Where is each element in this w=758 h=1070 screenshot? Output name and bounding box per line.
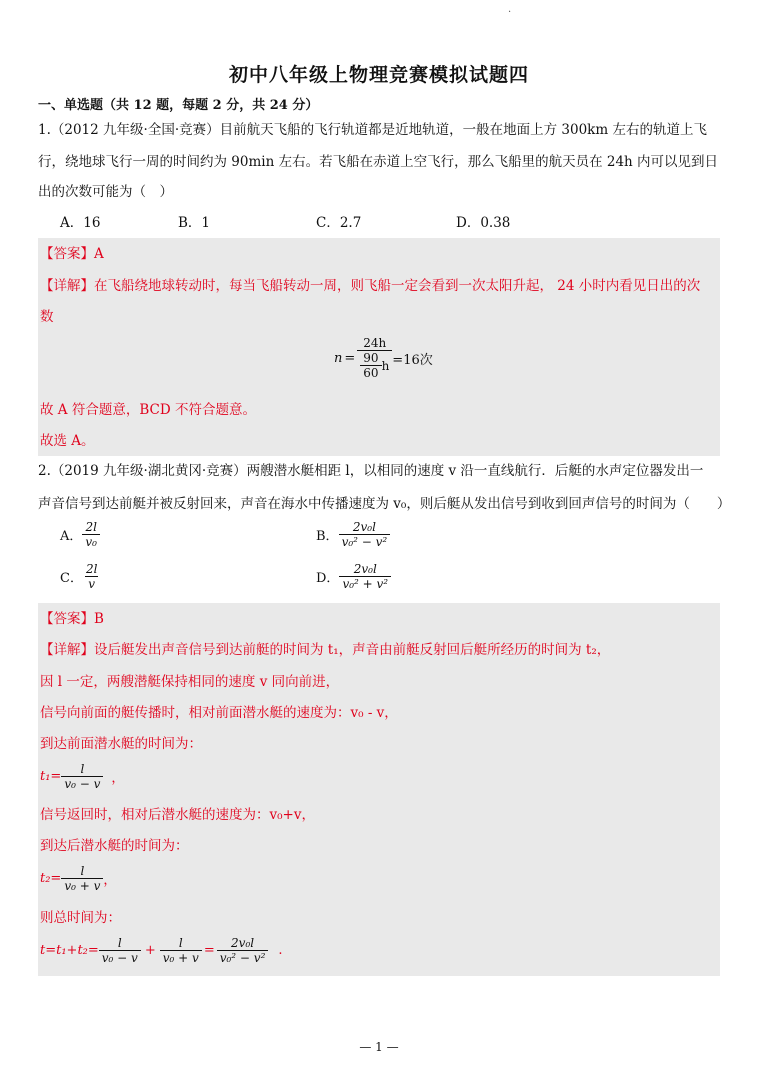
q2-option-a-den: v₀ (82, 534, 100, 549)
q1-formula-n: n (334, 350, 343, 366)
q1-formula-unit: h (381, 358, 390, 373)
q1-answer: 【答案】A (40, 246, 104, 262)
q2-option-b-fraction (339, 520, 391, 549)
q2-t-fraction2 (160, 936, 202, 965)
q1-formula (334, 336, 433, 380)
q2-t2-lhs: t₂= (40, 871, 62, 886)
q2-detail-line7: 则总时间为： (40, 910, 121, 926)
q2-option-c (60, 562, 100, 591)
q2-option-c-den: v (85, 576, 98, 591)
q1-formula-inner-fraction (360, 351, 381, 380)
q2-t2-den: v₀ + v (61, 878, 103, 893)
q2-detail-line1 (40, 641, 610, 659)
q2-t2-formula (40, 864, 116, 893)
q2-detail-line4: 到达前面潜水艇的时间为： (40, 736, 202, 752)
q1-formula-eq: = (344, 350, 356, 366)
q2-option-c-label: C． (60, 571, 83, 586)
q2-detail-line3: 信号向前面的艇传播时，相对前面潜水艇的速度为：v₀ - v， (40, 705, 398, 721)
q2-option-d-den: v₀² + v² (339, 576, 391, 591)
q2-option-a-fraction (82, 520, 100, 549)
q2-option-b-label: B． (316, 529, 339, 544)
q2-t2-tail: ， (103, 873, 117, 888)
q2-detail-line6: 到达后潜水艇的时间为： (40, 838, 189, 854)
q2-t2-fraction (61, 864, 103, 893)
q2-t-plus: + (144, 943, 156, 958)
q2-t-fraction3 (217, 936, 269, 965)
section-heading: 一、单选题（共 12 题，每题 2 分，共 24 分） (38, 98, 319, 113)
q1-stem-line3: 出的次数可能为（ ） (38, 184, 173, 200)
q2-option-a-num: 2l (85, 520, 97, 534)
q1-conclusion1: 故 A 符合题意，BCD 不符合题意。 (40, 402, 256, 418)
q1-formula-num: 24h (363, 336, 387, 350)
q1-formula-den (357, 350, 392, 380)
q2-t-f1-den: v₀ − v (99, 950, 141, 965)
q2-option-d-fraction (339, 562, 391, 591)
page-title: 初中八年级上物理竞赛模拟试题四 (228, 64, 529, 86)
q2-t-f1-num: l (117, 936, 122, 950)
q2-option-a-label: A． (60, 529, 83, 544)
q1-detail-line1 (40, 277, 700, 295)
q2-t-f2-den: v₀ + v (160, 950, 202, 965)
q2-stem-line2: 声音信号到达前艇并被反射回来，声音在海水中传播速度为 v₀，则后艇从发出信号到收到回声信号的时间为（ ） (38, 496, 731, 512)
q1-detail-text1: 在飞船绕地球转动时，每当飞船转动一周，则飞船一定会看到一次太阳升起， 24 小时内看见日出的次 (94, 278, 701, 294)
q2-t-tail: . (278, 943, 283, 958)
q2-t-eq: = (203, 943, 215, 958)
q2-option-b (316, 520, 390, 549)
q2-option-d-num: 2v₀l (353, 562, 377, 576)
page-number: — 1 — (359, 1040, 399, 1054)
q2-t-f3-den: v₀² − v² (217, 950, 269, 965)
q2-option-a (60, 520, 100, 549)
q2-t1-fraction (61, 762, 103, 791)
q1-detail-line2: 数 (40, 309, 54, 325)
q2-option-b-num: 2v₀l (352, 520, 376, 534)
header-dot: . (508, 4, 512, 15)
q2-stem-line1: 2.（2019 九年级·湖北黄冈·竞赛）两艘潜水艇相距 l，以相同的速度 v 沿一直线航行．后艇的水声定位器发出一 (38, 463, 704, 479)
q2-t-f2-num: l (178, 936, 183, 950)
q2-t1-formula (40, 762, 124, 791)
q2-answer: 【答案】B (40, 611, 104, 627)
q1-formula-inner-den: 60 (360, 365, 381, 380)
q1-option-a: A．16 (60, 215, 101, 231)
q2-t1-tail: ， (111, 771, 125, 786)
q1-stem-line1: 1.（2012 九年级·全国·竞赛）目前航天飞船的飞行轨道都是近地轨道，一般在地面上方 300km 左右的轨道上飞 (38, 122, 707, 138)
q2-t-f3-num: 2v₀l (231, 936, 255, 950)
q1-conclusion2: 故选 A。 (40, 433, 95, 449)
q2-t-fraction1 (99, 936, 141, 965)
q2-t2-num: l (80, 864, 85, 878)
q1-detail-label: 【详解】 (40, 278, 94, 294)
q1-formula-inner-num: 90 (363, 351, 379, 365)
q2-option-b-den: v₀² − v² (339, 534, 391, 549)
q1-formula-fraction (357, 336, 392, 380)
q2-detail-line5: 信号返回时，相对后潜水艇的速度为：v₀+v， (40, 807, 315, 823)
q2-t1-num: l (80, 762, 85, 776)
q1-option-c: C．2.7 (316, 215, 362, 231)
q1-option-d: D．0.38 (456, 215, 511, 231)
q2-option-c-fraction (83, 562, 100, 591)
q2-option-d-label: D． (316, 571, 340, 586)
q2-option-d (316, 562, 391, 591)
q2-option-c-num: 2l (85, 562, 98, 576)
q1-stem-line2: 行，绕地球飞行一周的时间约为 90min 左右。若飞船在赤道上空飞行，那么飞船里的航天员在 24h 内可以见到日 (38, 154, 719, 170)
q2-t1-lhs: t₁= (40, 769, 62, 784)
q2-detail-text1: 设后艇发出声音信号到达前艇的时间为 t₁，声音由前艇反射回后艇所经历的时间为 t₂， (94, 642, 611, 658)
q1-formula-result: =16次 (392, 352, 433, 368)
q2-detail-label: 【详解】 (40, 642, 94, 658)
q2-detail-line2: 因 l 一定，两艘潜艇保持相同的速度 v 同向前进， (40, 674, 340, 690)
q2-t-lhs: t=t₁+t₂= (40, 943, 99, 958)
q1-option-b: B．1 (178, 215, 211, 231)
q2-t1-den: v₀ − v (61, 776, 103, 791)
q2-t-formula (40, 936, 283, 965)
